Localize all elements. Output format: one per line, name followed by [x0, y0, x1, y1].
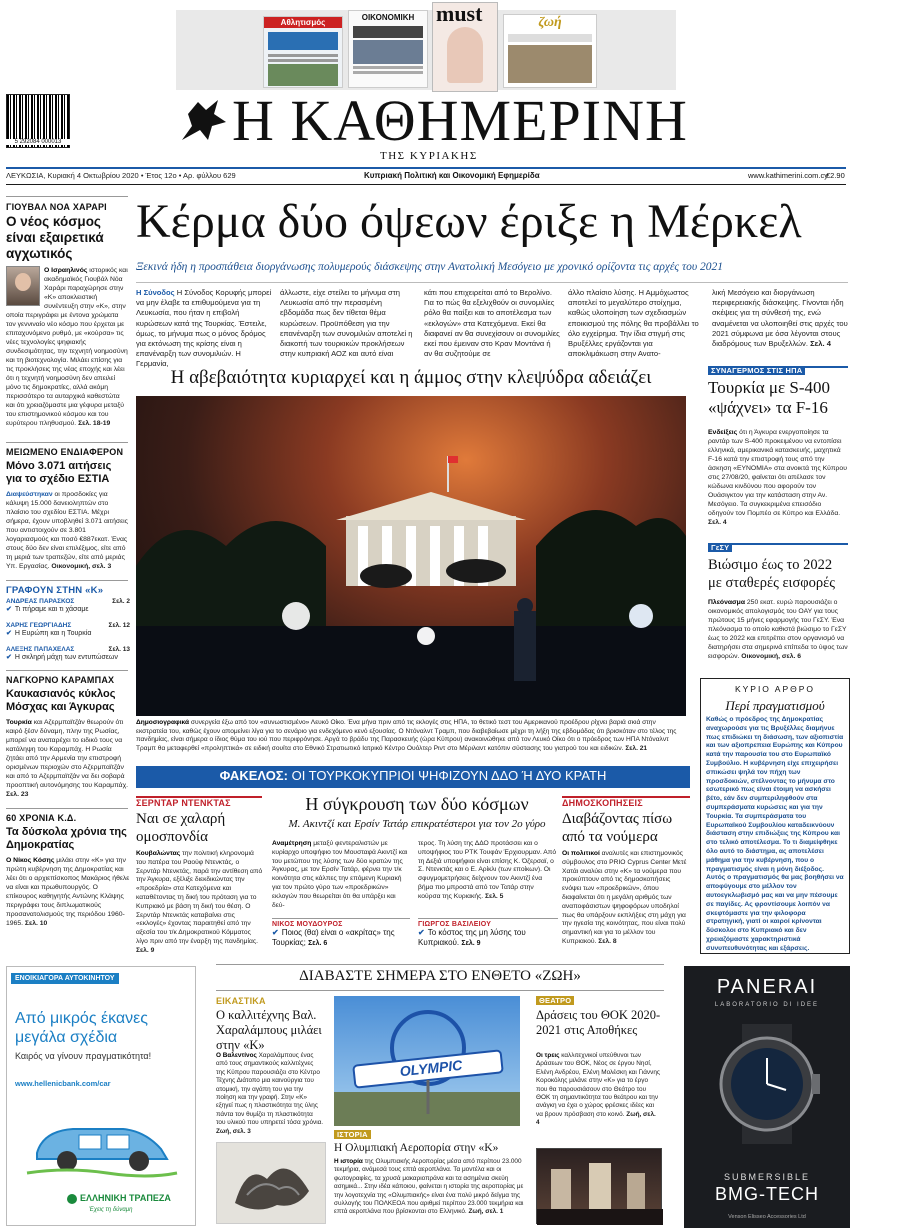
ad-left-brand: ΕΛΛΗΝΙΚΗ ΤΡΑΠΕΖΑ: [67, 1193, 171, 1204]
c2-body-a: Αναμέτρηση μεταξύ φεντεραλιστών με κυρίαρχο υποψήφιο τον Μουσταφά Ακιντζί και του μετώπου της λύσης των δύο κρατών της Άγκυρας, με τον Ερσίν Τατάρ, φέρνει την τ/κ κοινότητα στις κάλπες την επόμενη Κυριακή για τον πρώτο γύρο των «προεδρικών» εκλογών που θεωρείται ότι θα υπάρξει και δεύ-: [272, 840, 408, 909]
c1-body: Κουβαλώντας την πολιτική κληρονομιά του πατέρα του Ραούφ Ντενκτάς, ο Σερντάρ Ντενκτάς, παρά την αντίθεση από την Άγκυρα, εξέλιξε διεκδικώντας την «προεδρία» στα Κατεχόμενα και καταθέτοντας τη δική του πρόταση για το Κυπριακό με βάση τη δική του θέση. Ο Σερντάρ Ντενκτάς καταβαίνει στις «εκλογές» έχοντας παραιτηθεί από την αξεσία του τ/κ Δημοκρατικού Κόμματος λίγο πριν από την έναρξη της πανδημίας. Σελ. 9: [136, 850, 263, 954]
ad-right-brand-sub: LABORATORIO DI IDEE: [714, 1002, 820, 1008]
whitehouse-photo: [136, 396, 686, 716]
masthead-logo-icon: [178, 96, 230, 146]
masthead-title[interactable]: Η ΚΑΘΗΜΕΡΙΝΗ: [232, 88, 688, 153]
left-col-top-rule: [6, 196, 128, 197]
a4-kicker: 60 ΧΡΟΝΙΑ Κ.Δ.: [6, 813, 77, 823]
lead-col-4: άλλο πλαίσιο λύσης. Η Αμμόχωστος αποτελεί το μεγαλύτερο στοίχημα, καθώς υλοποίηση των σχεδιασμών εποικισμού της πόλης θα προβάλλει το όλο εγχείρημα. Την ίδια στιγμή στις Βρυξέλλες εργάζονται για αποκλιμάκωση στην Ανατο-: [568, 288, 699, 359]
a4-rule: [6, 808, 128, 809]
b2-kicker: ΓεΣΥ: [708, 543, 732, 552]
a2-kicker: ΜΕΙΩΜΕΝΟ ΕΝΔΙΑΦΕΡΟΝ: [6, 447, 124, 457]
editorial-kicker: ΚΥΡΙΟ ΑΡΘΡΟ: [734, 684, 816, 694]
c3-body: Οι πολιτικοί αναλυτές και επιστημονικός σύμβουλος στο PRIO Cyprus Center Μετέ Χατάι αναλύει στην «Κ» τα νούμερα που προκύπτουν από τις δημοσκοπήσεις ενόψει των «προεδρικών», όπου διαφαίνεται ότι η μεγάλη αριθμός των αναποφάσιστων ψηφοφόρων υποδηλοί πως θα υπάρξουν εκπλήξεις στη μάχη για την ηγεσία της κοινότητας, που είναι πολύ σημαντική και για το μέλλον του Κυπριακού. Σελ. 8: [562, 850, 687, 945]
c2-body-b: τερος. Τη λύση της ΔΔΟ προτάσσει και ο υποψήφιος του ΡΤΚ Τουφάν Έρχιουρμαν. Από τη Δεξιά υποψήφιοι είναι επίσης Κ. Όζερσαϊ, ο Σ. Ντενκτάς και ο Ε. Αρίκλι (των εποίκων). Οι σφυγμομετρήσεις δείχνουν τον Ακιντζί ένα βήμα πιο μπροστά από τον Τατάρ στην κούρσα της Κυριακής. Σελ. 5: [418, 840, 557, 900]
website[interactable]: www.kathimerini.com.cy: [748, 171, 829, 180]
lead-deck: Ξεκινά ήδη η προσπάθεια διοργάνωσης πολυμερούς διάσκεψης στην Ανατολική Μεσόγειο με χρονικό ορίζοντα τις αρχές του 2021: [136, 261, 723, 273]
c1-kicker: ΣΕΡΝΤΑΡ ΝΤΕΝΚΤΑΣ: [136, 798, 231, 808]
car-drawing-icon: [27, 1109, 177, 1179]
a3-kicker: ΝΑΓΚΟΡΝΟ ΚΑΡΑΜΠΑΧ: [6, 675, 115, 685]
supplement-sport[interactable]: [263, 16, 343, 88]
b1-body: Ενδείξεις ότι η Άγκυρα ενεργοποίησε τα ραντάρ των S-400 προκειμένου να εντοπίσει ελληνικά, αμερικανικά κατασκευής, μαχητικά F-16 κατά την επιστροφή τους από την άσκηση «ΕΥΝΟΜΙΑ» στα ανοικτά της Κύπρου στις 27/08/20, φαίνεται ότι απέλασε τον κώδωνα κινδύνου που αφορούν τον Ουάσιγκτον για την κατάσταση στην Αν. Μεσόγειο. Τα συγκεκριμένα επεισόδιο οδηγούν τον Πομπέο σε Κύπρο και Ελλάδα. Σελ. 4: [708, 429, 847, 526]
ad-left-sub: Καιρός να γίνουν πραγματικότητα!: [15, 1051, 152, 1061]
c2-deck: Μ. Ακιντζί και Ερσίν Τατάρ επικρατέστεροι για τον 2ο γύρο: [288, 818, 546, 830]
a1-kicker: ΓΙΟΥΒΑΛ ΝΟΑ ΧΑΡΑΡΙ: [6, 202, 107, 212]
c1-title[interactable]: Ναι σε χαλαρή ομοσπονδία: [136, 811, 226, 845]
ad-right-model-2: BMG-TECH: [715, 1184, 819, 1204]
a4-body: Ο Νίκος Κόσης μιλάει στην «Κ» για την πρώτη κυβέρνηση της Δημοκρατίας και λέει ότι ο αρχιεπίσκοπος Μακάριος ήθελε να είναι και πρωθυπουργός. Ο επίκουρος καθηγητής Αντώνης Κλάψης περιγράφει τους διπλωματικούς προσανατολισμούς της περιόδου 1960-1965. Σελ. 10: [6, 857, 130, 927]
c3-kicker: ΔΗΜΟΣΚΟΠΗΣΕΙΣ: [562, 798, 643, 808]
a1-title[interactable]: Ο νέος κόσμος είναι εξαιρετικά αγχωτικός: [6, 214, 104, 261]
writer-item[interactable]: ΑΛΕΞΗΣ ΠΑΠΑΧΕΛΑΣ Σελ. 13 ✔ Η σκληρή μάχη των εντυπώσεων: [6, 646, 130, 661]
b2-body: Πλεόνασμα 250 εκατ. ευρώ παρουσιάζει ο οικονομικός απολογισμός του ΟΑΥ για τους πρώτους 15 μήνες εφαρμογής του ΓεΣΥ. Ένα πλεόνασμα το οποίο καθιστά βιώσιμο το ΓεΣΥ έως το 2022 και επιτρέπει στον οργανισμό να διατηρήσει στα σημερινά επίπεδα το ύψος των εισφορών. Οικονομική, σελ. 6: [708, 599, 848, 660]
supplement-zoi-label: ζωή: [538, 15, 562, 30]
a3-body: Τουρκία και Αζερμπαϊτζάν θεωρούν ότι καιρό ξέσν δύναμη, πλην της Ρωσίας, μπορεί να αναταρέχει το ειδικό τους να κατάληψη του Καραμπάχ. Η Ρωσία ζητάει από την Αρμενία την επιστροφή ορισμένων περιοχών στο Αζερμπαϊτζάν και από το Αζερμπαϊτζάν να δει σοβαρά προοπτική αυτονόμησης του Καραμπάχ. Σελ. 23: [6, 719, 129, 798]
a1-body: Ο Ισραηλινός ιστορικός και ακαδημαϊκός Γιουβάλ Νόα Χαράρι παραχώρησε στην «Κ» αποκλειστική συνέντευξη στην «Κ», στην οποία περιγράφει με έντονα χρώματα τον γεννιναίο νέο κόσμο που έρχεται με επιταχυνόμενο ρυθμό, με «κούρσα» τις νέες τεχνολογίες ψηφιακής συνδεσιμότητας, την τεχνητή νοημοσύνη και τη βιοτεχνολογία. Μιλάει επίσης για τις προκλήσεις της νέας εποχής και λέει ότι η τεχνητή νοημοσύνη δεν απειλεί μόνο τις δημοκρατίες, αλλά ακόμη περισσότερο τα αυταρχικά καθεστώτα και ότι χρειαζόμαστε μια γέφυρα μεταξύ του επιστημονικού κόσμου και του ευρύτερου πληθυσμού. Σελ. 18-19: [6, 267, 128, 427]
a3-title[interactable]: Καυκασιανός κύκλος Μόσχας και Άγκυρας: [6, 688, 116, 713]
z3-kicker: ΘΕΑΤΡΟ: [536, 996, 574, 1005]
c2-sub2-name: ΓΙΩΡΓΟΣ ΒΑΣΙΛΕΙΟΥ: [418, 921, 492, 928]
writer-item[interactable]: ΧΑΡΗΣ ΓΕΩΡΓΙΑΔΗΣ Σελ. 12 ✔ Η Ευρώπη και η Τουρκία: [6, 622, 130, 637]
supplement-must-label: must: [436, 1, 483, 26]
lead-col-2: άλλωστε, είχε στείλει το μήνυμα στη Λευκωσία από την περασμένη εβδομάδα πως δεν τίθεται θέμα κυρώσεων. Προϋπόθεση για την επανέναρξη των συνομιλιών αποτελεί η διακοπή των τουρκικών προκλήσεων στην κυπριακή ΑΟΖ και αυτό είναι: [280, 288, 413, 359]
c3-title[interactable]: Διαβάζοντας πίσω από τα νούμερα: [562, 811, 673, 845]
c2-sub1[interactable]: ΝΙΚΟΣ ΜΟΥΔΟΥΡΟΣ ✔ Ποιος (θα) είναι ο «ακρίτας» της Τουρκίας; Σελ. 6: [272, 918, 410, 949]
z1-body: Ο Βαλεντίνος Χαραλάμπους ένας από τους σημαντικούς καλλιτέχνες της Κύπρου παρουσιάζει στο Κέντρο Τέχνης Διάτοπο μια καινούργια του ατομική, την αγάπη του για την ποίηση και την γραφή. Στην «Κ» εξηγεί πως η πλαστικότητα της ύλης πάντα τον θυμίζει τη πλαστικότητα του υλικού που υπηρετεί τόσα χρόνια. Ζωή, σελ. 3: [216, 1052, 324, 1135]
bank-logo-icon: [67, 1194, 77, 1204]
barcode-number: 5 292084 000013: [6, 139, 70, 145]
c2-title[interactable]: Η σύγκρουση των δύο κόσμων: [305, 794, 529, 814]
supplement-economy-label: ΟΙΚΟΝΟΜΙΚΗ: [361, 13, 415, 22]
a2-rule: [6, 442, 128, 443]
supplement-economy[interactable]: [348, 10, 428, 88]
z1-kicker: ΕΙΚΑΣΤΙΚΑ: [216, 996, 266, 1006]
z2-title[interactable]: Η Ολυμπιακή Αεροπορία στην «Κ»: [334, 1142, 499, 1154]
masthead-rule-top: [6, 167, 846, 169]
masthead-rule-bottom: [6, 184, 846, 185]
watch-icon: [712, 1024, 822, 1144]
a2-title[interactable]: Μόνο 3.071 αιτήσεις για το σχέδιο ΕΣΤΙΑ: [6, 460, 112, 485]
masthead-subtitle: ΤΗΣ ΚΥΡΙΑΚΗΣ: [380, 150, 478, 162]
ad-right-model-1: SUBMERSIBLE: [723, 1172, 811, 1182]
lead-rule: [136, 282, 848, 283]
ad-left[interactable]: [6, 966, 196, 1226]
ad-left-brand-sub: Έχεις τη δύναμη: [89, 1207, 133, 1213]
ad-right-brand: PANERAI: [716, 976, 818, 998]
z2-body: Η ιστορία της Ολυμπιακής Αεροπορίας μέσα από περίπου 23.000 τεκμήρια, ανάμεσά τους επτά αεροπλάνα. Τα μοντέλα και οι φωτογραφίες, τα χρυσά μακαριοπράνα και τα ασημένια σκεύη ασημικά... Στην ιδέα κάποιου, φαίνεται η ιστορία της αεροπορίας με την λογοτεχνία της «Ολυμπιακής» είναι ένα πολύ μικρό δείγμα της συλλογής του ΠΟΛΚΕΟΑ που αριθμεί περίπου 23.000 τεκμήρια και επτά αεροπλάνα που βρίσκονται στο Ελληνικό. Ζωή, σελ. 1: [334, 1158, 524, 1216]
lead-col-3: κάτι που επιχειρείται από το Βερολίνο. Για το πώς θα εξελιχθούν οι συνομιλίες ρόλο θα παίξει και το αποτέλεσμα των «εκλογών» στα Κατεχόμενα. Εκεί θα διαφανεί αν θα συνεχίσουν οι συνομιλίες εκεί που έμειναν στο Κραν Μοντάνα ή αν θα συζητούμε σε: [424, 288, 560, 359]
supplement-sport-label: Αθλητισμός: [264, 17, 342, 28]
photo-caption: Δημοσιογραφικά συνεργεία έξω από τον «συνωστισμένο» Λευκό Οίκο. Ένα μήνα πριν από τις εκλογές στις ΗΠΑ, το θετικό τεστ του Αμερικανού προέδρου ρίχνει βαριά σκιά στην εκστρατεία του, καθώς έχουν απομείνει λίγα για το σενάριο για ενδεχόμενο κενό εξουσίας. Ο Ντόναλντ Τραμπ, που διαβεβαίωσε μέχρι τη λήξη της εβδομάδας ότι βρισκόταν στο τέλος της πανδημίας, είναι σήμερα ο ίδιος θύμα του ιού που περιφρόνησε. Αργά το βράδυ της Παρασκευής (ώρα Κύπρου) ανακοινώθηκε από τον Λευκό Οίκο ότι ο πρόεδρος των ΗΠΑ Ντόναλντ Τραμπ θα μεταφερθεί «προληπτικά» σε ειδική σουίτα στο Εθνικό Στρατιωτικό Ιατρικό Κέντρο Ουόλτερ Ριντ στο Μέριλαντ κατόπιν σύστασης του γιατρού του και ειδικών. Σελ. 21: [136, 719, 677, 752]
writer-item[interactable]: ΑΝΔΡΕΑΣ ΠΑΡΑΣΚΟΣ Σελ. 2 ✔ Τι πήραμε και τι χάσαμε: [6, 598, 130, 613]
price: €2.90: [826, 171, 845, 180]
dossier-label[interactable]: ΦΑΚΕΛΟΣ: ΟΙ ΤΟΥΡΚΟΚΥΠΡΙΟΙ ΨΗΦΙΖΟΥΝ ΔΔΟ Ή ΔΥΟ ΚΡΑΤΗ: [219, 768, 607, 783]
lead-col-5: λική Μεσόγειο και διοργάνωση περιφερειακής διάσκεψης. Γίνονται ήδη σκέψεις για τη σύνθεσή της, ενώ αναμένεται να υλοποιηθεί στις αρχές του 2021 σύμφωνα με όσα λέγονται στους διαδρόμους των Βρυξελλών. Σελ. 4: [712, 288, 848, 349]
olympic-sign-text: OLYMPIC: [398, 1056, 464, 1080]
dateline: ΛΕΥΚΩΣΙΑ, Κυριακή 4 Οκτωβρίου 2020 • Έτος 12ο • Αρ. φύλλου 629: [6, 171, 236, 180]
tagline: Κυπριακή Πολιτική και Οικονομική Εφημερίδα: [364, 171, 540, 180]
lead-col-1: Η Σύνοδος Η Σύνοδος Κορυφής μπορεί να μην έλαβε τα επιθυμούμενα για τη Λευκωσία, που ήταν η επιβολή κυρώσεων κατά της Τουρκίας. Έστειλε, όμως, το μήνυμα πως ο μόνος δρόμος για εκτόνωση της κρίσης είναι η επανέναρξη των συνομιλιών. Η Γερμανία,: [136, 288, 272, 369]
a3-rule: [6, 670, 128, 671]
writers-list: [6, 598, 130, 670]
a4-title[interactable]: Τα δύσκολα χρόνια της Δημοκρατίας: [6, 826, 127, 851]
theatre-photo: [536, 1148, 662, 1224]
c2-sub2[interactable]: ΓΙΩΡΓΟΣ ΒΑΣΙΛΕΙΟΥ ✔ Το κόστος της μη λύσης του Κυπριακού. Σελ. 9: [418, 918, 558, 949]
writers-rule: [6, 580, 128, 581]
editorial-title[interactable]: Περί πραγματισμού: [725, 698, 825, 713]
ad-right[interactable]: [684, 966, 850, 1228]
z3-title[interactable]: Δράσεις του ΘΟΚ 2020-2021 στις Αποθήκες: [536, 1008, 661, 1037]
z1-title[interactable]: Ο καλλιτέχνης Βαλ. Χαραλάμπους μιλάει στην «Κ»: [216, 1008, 322, 1052]
b2-title[interactable]: Βιώσιμο έως το 2022 με σταθερές εισφορές: [708, 557, 835, 591]
ad-right-footer: Venson Elisseo Accessories Ltd: [728, 1214, 806, 1220]
zoi-title[interactable]: ΔΙΑΒΑΣΤΕ ΣΗΜΕΡΑ ΣΤΟ ΕΝΘΕΤΟ «ΖΩΗ»: [299, 968, 581, 984]
supplement-must[interactable]: [432, 2, 498, 92]
ad-left-tag: ΕΝΟΙΚΙΑΓΟΡΑ ΑΥΤΟΚΙΝΗΤΟΥ: [11, 973, 119, 984]
zoi-rule-2: [216, 990, 664, 991]
ad-left-headline: Από μικρός έκανες μεγάλα σχέδια: [15, 1010, 149, 1046]
b1-title[interactable]: Τουρκία με S-400 «ψάχνει» τα F-16: [708, 378, 831, 417]
z3-body: Οι τρεις καλλιτεχνικοί υπεύθυνοι των Δράσεων του ΘΟΚ, Νέος σε έργου Νησί, Ελένη Ανδρέου, Ελένη Μολέσκη και Γιάννης Κοροκόλης μιλάνε στην «Κ» για το έργο που θα παρουσιάσουν στο Θεάτρο του ΘΟΚ τη σημαντικότητα του θεάτρου και την ανάγκη να έχει ο χώρος φρέσκες ιδέες και να βρουν πρόσβαση στο κοινό. Ζωή, σελ. 4: [536, 1052, 660, 1127]
writers-title: ΓΡΑΦΟΥΝ ΣΤΗΝ «Κ»: [6, 585, 104, 596]
a2-body: Διαψεύστηκαν οι προσδοκίες για κάλυψη 15.000 δανειοληπτών στο πλαίσιο του σχεδίου ΕΣΤΙΑ. Μέχρι σήμερα, έχουν υποβληθεί 3.071 αιτήσεις που αντιστοιχούν σε 3.801 λογαριασμούς και ποσό €887εκατ. Ένας στους δύο δεν είναι επιλέξιμος, είτε από τη μεριά των τραπεζών, είτε από μεριάς Υπ. Εργασίας. Οικονομική, σελ. 3: [6, 491, 128, 570]
supplement-zoi[interactable]: [503, 14, 597, 88]
editorial-body: Καθώς ο πρόεδρος της Δημοκρατίας αναχωρούσε για τις Βρυξέλλες διαμήνυε πως επιδιώκει τη διάσωση, των αξιοπιστία και των αξιοπρεπεια Ευρώπης και Κύπρου κατά την παρουσία του στο Ευρωπαϊκό Συμβούλιο. Η κυβέρνηση είχε επιχειρήσει σπικώσει ψηλά τον πήχη των προσδοκιών, στέλνοντας το μήνυμα στο εσωτερικό πως είναι έτοιμη να ασκήσει βέτο, εάν δεν συμπεριληφθούν στα συμπεράσματα κυρώσεις και για την Τουρκία. Τα συμπεράσματα του Ευρωπαϊκού Συμβουλίου καταδεικνύουν διάσταση στην επιδιώξεις της Κύπρου και στο τελικό αποτέλεσμα. Το τι διαμείφθηκε όλο αυτό το διάστημα, ας αποτελέσει μάθημα για την κυβέρνηση, που ο πραγματισμός είναι η μόνη διέξοδος. Αυτός ο πραγματισμός θα μας βοηθήσει να αποφύγουμε στο μέλλον τον αυτοεγκλωβισμό μας και να μην πέσουμε σε παγίδες. Ας φροντίσουμε λοιπόν να σκεφτόμαστε για την φιλοφορα στρατηγική, γιατί οι καιροί κρίνονται δύσκολοι στο Κυπριακό και δεν χρειαζόμαστε χαρακτηριστικά συνυπευθυνότητας και εξάρσεις.: [706, 716, 844, 952]
zoi-rule: [216, 964, 664, 965]
b1-kicker: ΣΥΝΑΓΕΡΜΟΣ ΣΤΙΣ ΗΠΑ: [708, 366, 805, 375]
photo-headline[interactable]: Η αβεβαιότητα κυριαρχεί και η άμμος στην κλεψύδρα αδειάζει: [170, 367, 652, 388]
lead-headline[interactable]: Κέρμα δύο όψεων έριξε η Μέρκελ: [136, 195, 802, 248]
sculpture-photo: [216, 1142, 326, 1224]
c2-sub1-name: ΝΙΚΟΣ ΜΟΥΔΟΥΡΟΣ: [272, 921, 343, 928]
ad-left-url[interactable]: www.hellenicbank.com/car: [15, 1079, 111, 1088]
z2-kicker: ΙΣΤΟΡΙΑ: [334, 1130, 371, 1139]
